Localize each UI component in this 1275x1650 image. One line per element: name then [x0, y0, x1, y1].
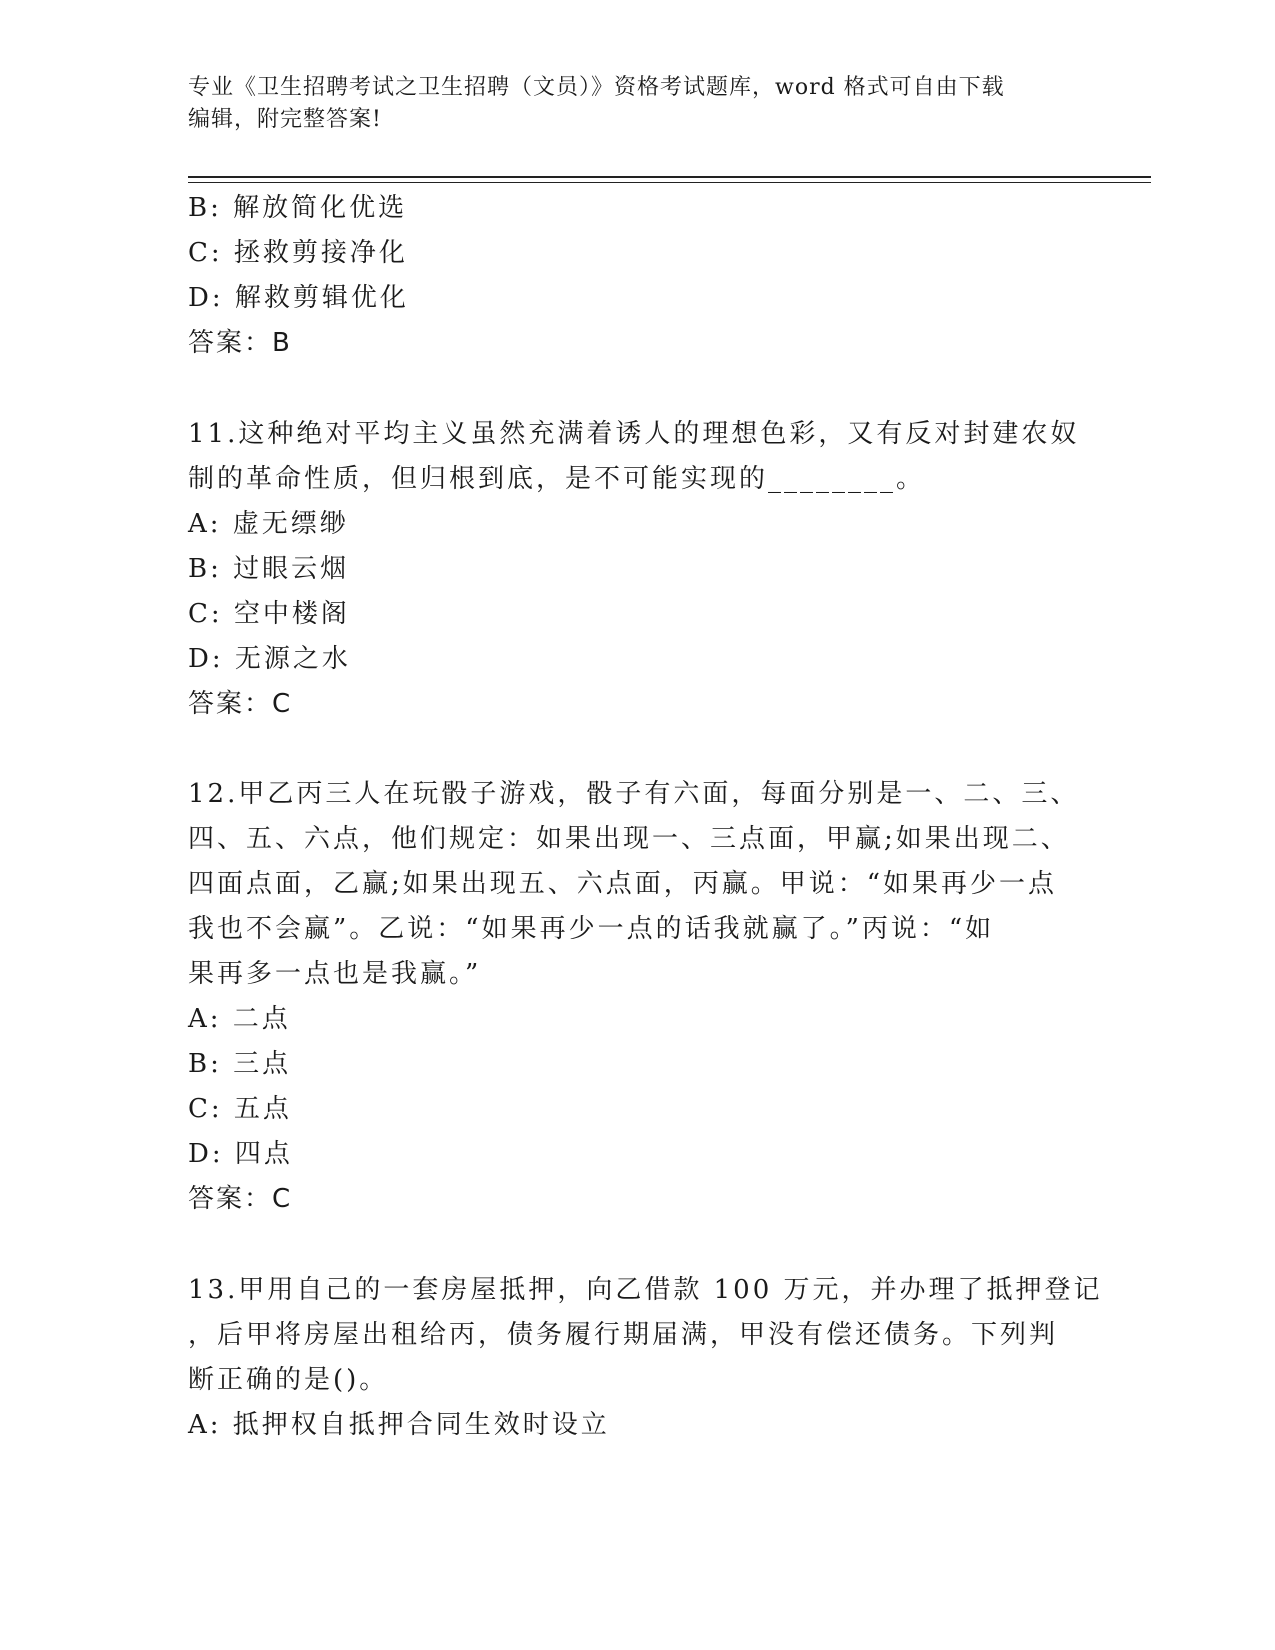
- q11-answer: 答案：C: [188, 689, 293, 719]
- q10-option-c: C: 拯救剪接净化: [188, 238, 408, 268]
- q12-stem-line-5: 果再多一点也是我赢。”: [188, 959, 482, 989]
- q11-option-c: C: 空中楼阁: [188, 599, 350, 629]
- q12-stem-line-4: 我也不会赢”。乙说：“如果再少一点的话我就赢了。”丙说：“如: [188, 914, 995, 944]
- q10-option-b: B: 解放简化优选: [188, 193, 408, 223]
- header-divider-thick: [188, 176, 1151, 178]
- q13-stem-line-1: 13.甲用自己的一套房屋抵押，向乙借款 100 万元，并办理了抵押登记: [188, 1275, 1103, 1305]
- q12-stem-line-1: 12.甲乙丙三人在玩骰子游戏，骰子有六面，每面分别是一、二、三、: [188, 779, 1080, 809]
- q12-option-c: C: 五点: [188, 1094, 292, 1124]
- page-header: [188, 72, 1068, 136]
- q12-stem-line-2: 四、五、六点，他们规定：如果出现一、三点面，甲赢;如果出现二、: [188, 824, 1070, 854]
- q10-answer: 答案：B: [188, 328, 292, 358]
- q11-option-a: A: 虚无缥缈: [188, 509, 349, 539]
- header-divider-thin: [188, 182, 1151, 183]
- q13-option-a: A: 抵押权自抵押合同生效时设立: [188, 1410, 610, 1440]
- q13-stem-line-2: ，后甲将房屋出租给丙，债务履行期届满，甲没有偿还债务。下列判: [188, 1320, 1059, 1350]
- q12-stem-line-3: 四面点面，乙赢;如果出现五、六点面，丙赢。甲说：“如果再少一点: [188, 869, 1058, 899]
- q11-option-d: D: 无源之水: [188, 644, 351, 674]
- q12-answer: 答案：C: [188, 1184, 293, 1214]
- q10-option-d: D: 解救剪辑优化: [188, 283, 409, 313]
- header-line-1: 专业《卫生招聘考试之卫生招聘（文员）》资格考试题库，word 格式可自由下载: [188, 75, 1005, 100]
- q11-stem-line-2: 制的革命性质，但归根到底，是不可能实现的________。: [188, 464, 926, 494]
- q11-stem-line-1: 11.这种绝对平均主义虽然充满着诱人的理想色彩，又有反对封建农奴: [188, 419, 1080, 449]
- q12-option-a: A: 二点: [188, 1004, 291, 1034]
- header-line-2: 编辑，附完整答案!: [188, 107, 382, 132]
- q12-option-b: B: 三点: [188, 1049, 292, 1079]
- q13-stem-line-3: 断正确的是()。: [188, 1365, 389, 1395]
- q12-option-d: D: 四点: [188, 1139, 293, 1169]
- q11-option-b: B: 过眼云烟: [188, 554, 350, 584]
